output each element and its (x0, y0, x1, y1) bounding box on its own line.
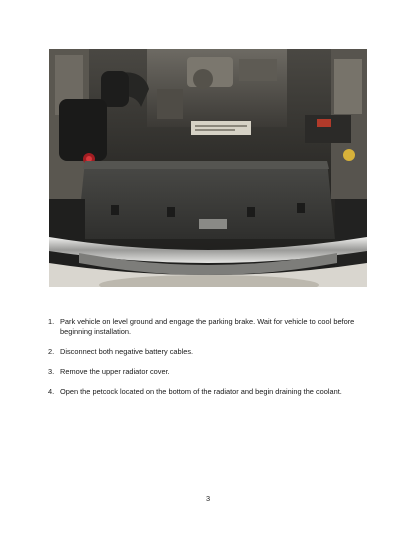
step-item (48, 367, 370, 377)
step-text: Park vehicle on level ground and engage the parking brake. Wait for vehicle to cool before beginning installation. (60, 317, 355, 337)
page-number: 3 (205, 494, 211, 503)
engine-bay-photo (49, 49, 367, 287)
step-item (48, 317, 370, 337)
step-number: 3. (48, 366, 55, 376)
step-item (48, 387, 370, 397)
step-item (48, 347, 370, 357)
step-text: Remove the upper radiator cover. (60, 366, 170, 376)
step-number: 2. (48, 347, 55, 356)
step-text: Disconnect both negative battery cables. (60, 347, 194, 356)
step-text: Open the petcock located on the bottom of the radiator and begin draining the coolant. (60, 386, 342, 396)
engine-bay-illustration (49, 49, 367, 287)
step-number: 1. (48, 317, 55, 326)
step-number: 4. (48, 386, 55, 396)
instruction-steps (48, 317, 370, 406)
